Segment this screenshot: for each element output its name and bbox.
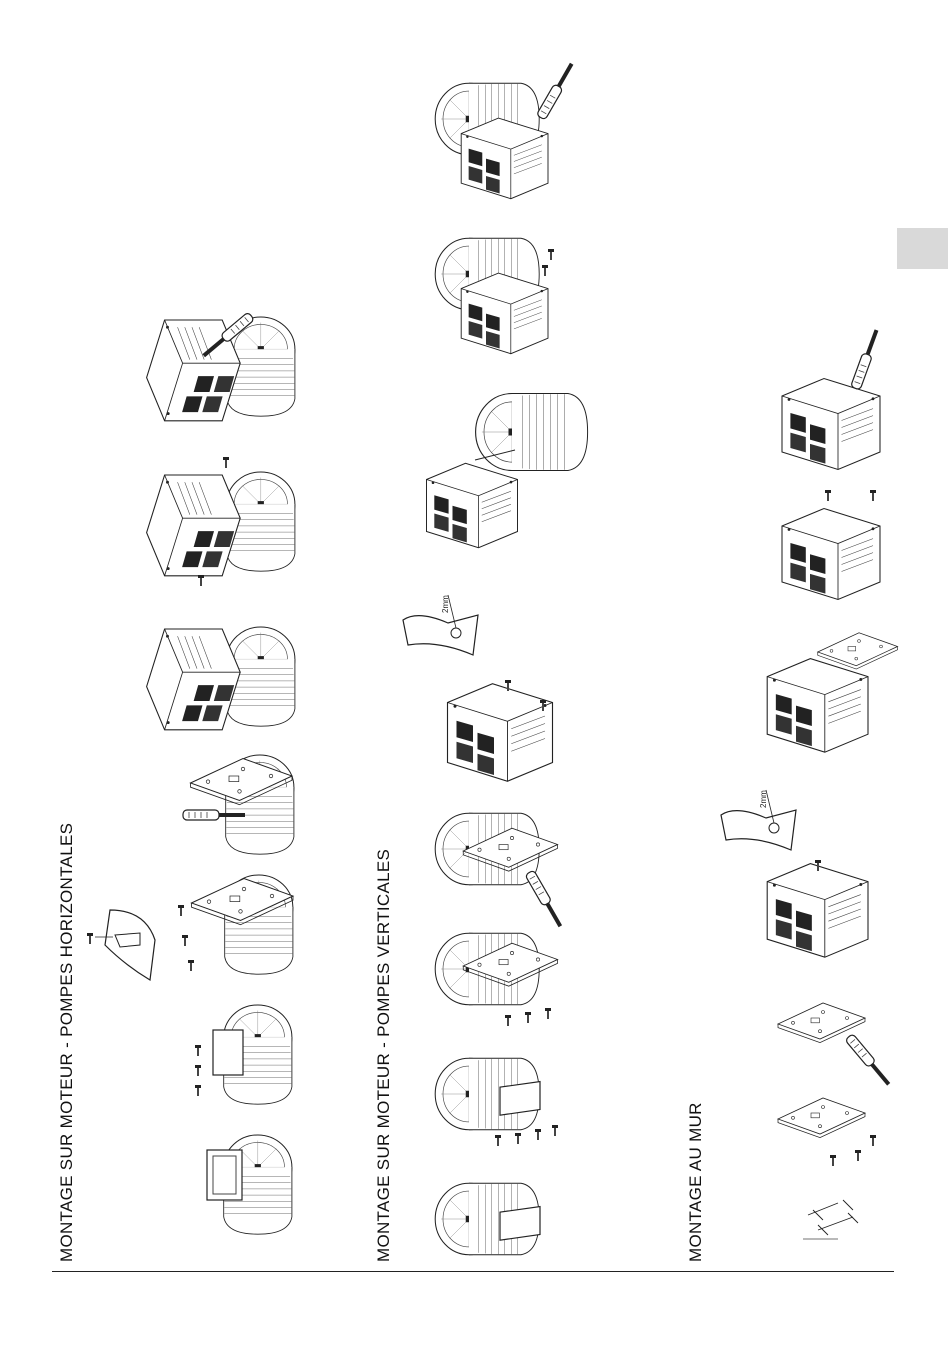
vertical-step-2 — [430, 1055, 570, 1155]
horizontal-step-2 — [195, 995, 305, 1115]
vertical-step-5 — [440, 680, 570, 780]
wall-step-4 — [760, 860, 880, 970]
horizontal-step-4 — [175, 745, 310, 865]
section-title-horizontal: MONTAGE SUR MOTEUR - POMPES HORIZONTALES — [57, 822, 76, 1262]
wall-drill-template — [798, 1195, 868, 1245]
wall-step-3 — [775, 1000, 885, 1080]
horizontal-step-1 — [195, 1120, 305, 1250]
wall-step-5 — [760, 630, 900, 770]
section-side-tab — [897, 228, 948, 269]
horizontal-step-3 — [178, 865, 308, 990]
vertical-step-7 — [430, 235, 580, 360]
wall-step-6 — [775, 490, 895, 600]
section-title-vertical: MONTAGE SUR MOTEUR - POMPES VERTICALES — [374, 848, 393, 1262]
wall-step-2 — [775, 1095, 885, 1175]
dimension-label-1: 2mm — [441, 595, 450, 613]
vertical-step-6 — [415, 390, 590, 565]
wall-step-7 — [775, 350, 895, 470]
section-title-wall: MONTAGE AU MUR — [686, 1102, 705, 1262]
horizontal-clip-detail — [85, 905, 165, 985]
wall-clip-detail — [716, 780, 806, 860]
dimension-label-2: 2mm — [759, 790, 768, 808]
horizontal-step-5 — [148, 612, 308, 742]
vertical-step-4 — [430, 810, 570, 920]
vertical-step-8 — [430, 80, 580, 205]
horizontal-step-6 — [148, 455, 308, 590]
vertical-step-1 — [430, 1180, 550, 1260]
vertical-step-3 — [430, 930, 570, 1030]
bottom-divider — [52, 1271, 894, 1272]
horizontal-step-7 — [148, 300, 308, 435]
vertical-clip-detail-1 — [398, 585, 488, 665]
